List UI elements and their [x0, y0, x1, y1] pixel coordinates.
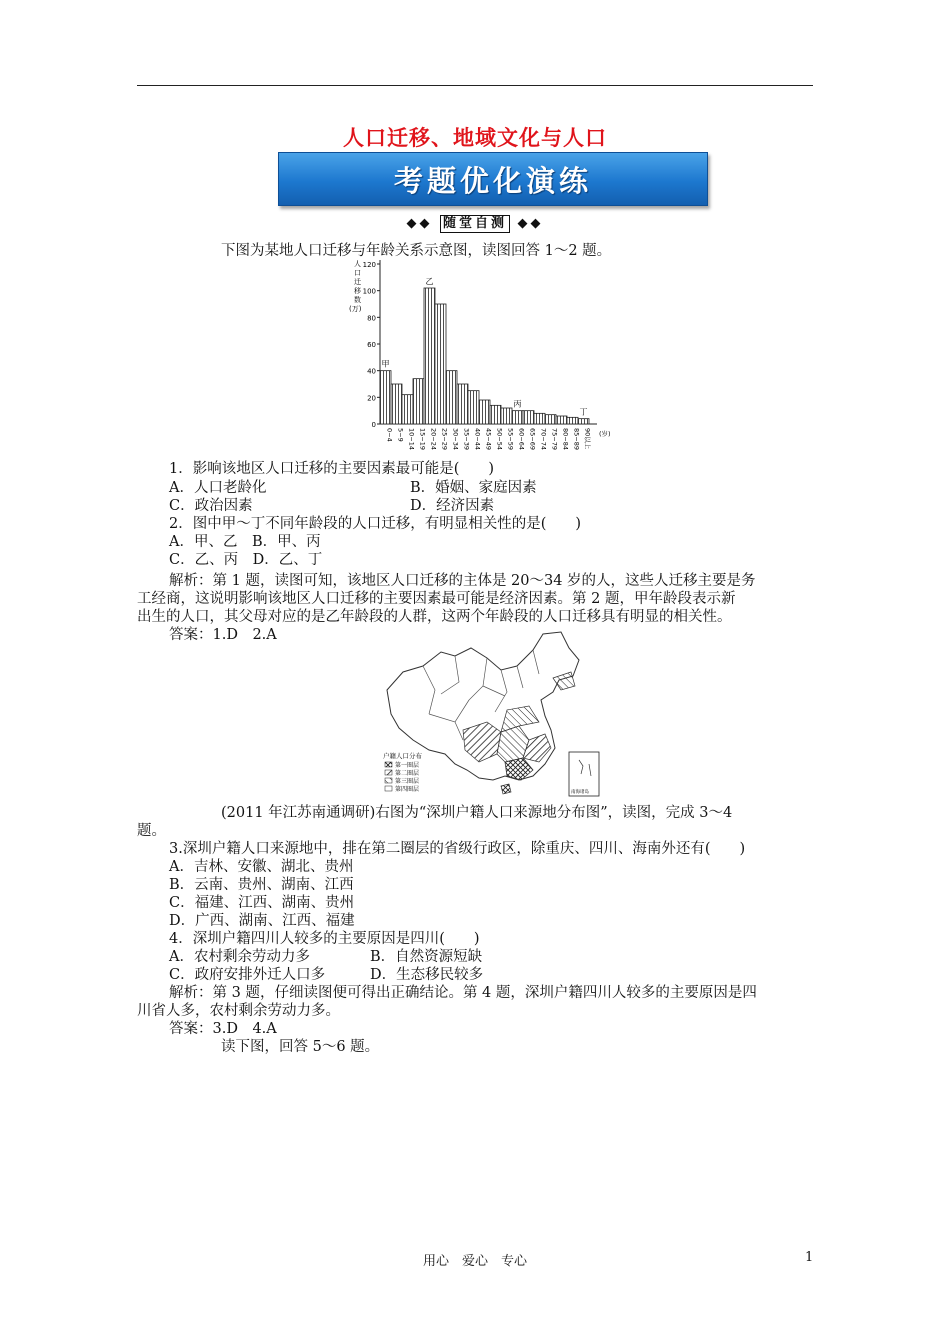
x-tick-label-75~79: 75~79: [550, 428, 559, 450]
bar-80~84: [556, 416, 567, 424]
intro-q1-2: 下图为某地人口迁移与年龄关系示意图，读图回答 1～2 题。: [221, 243, 612, 259]
q1-option-b: B．婚姻、家庭因素: [410, 480, 537, 496]
x-tick-label-65~69: 65~69: [528, 428, 537, 450]
bar-50~54: [490, 405, 501, 424]
south-china-sea-inset: [569, 752, 599, 796]
q3-option-c: C．福建、江西、湖南、贵州: [169, 895, 355, 911]
q4-option-c: C．政府安排外迁人口多: [169, 967, 326, 983]
legend-title: 户籍人口分布: [383, 752, 422, 760]
x-tick-label-10~14: 10~14: [407, 428, 416, 450]
bar-55~59: [501, 408, 512, 424]
question-2: 2．图中甲～丁不同年龄段的人口迁移，有明显相关性的是( ): [169, 516, 582, 532]
q2-options-cd: C．乙、丙 D．乙、丁: [169, 552, 323, 568]
q1-option-d: D．经济因素: [410, 498, 495, 514]
section-banner: [278, 152, 708, 206]
bar-70~74: [534, 413, 545, 424]
x-tick-label-0~4: 0~4: [385, 428, 394, 442]
y-tick-label-20: 20: [367, 394, 376, 403]
section-suffix: ◆◆: [517, 216, 544, 231]
x-tick-label-20~24: 20~24: [429, 428, 438, 450]
analysis-1-line-1: 解析：第 1 题，读图可知，该地区人口迁移的主体是 20～34 岁的人，这些人迁移主要是务: [169, 573, 756, 589]
x-tick-label-50~54: 50~54: [495, 428, 504, 450]
bar-10~14: [402, 395, 413, 424]
bar-25~29: [435, 304, 446, 424]
q4-option-d: D．生态移民较多: [370, 967, 484, 983]
x-tick-label-25~29: 25~29: [440, 428, 449, 450]
migration-age-chart: [340, 256, 640, 461]
hainan-island: [501, 784, 511, 794]
y-tick-label-0: 0: [371, 421, 376, 429]
bar-30~34: [446, 371, 457, 424]
x-tick-label-85~89: 85~89: [572, 428, 581, 450]
q1-option-c: C．政治因素: [169, 498, 253, 514]
q4-option-b: B．自然资源短缺: [370, 949, 483, 965]
x-tick-label-80~84: 80~84: [561, 428, 570, 450]
y-tick-label-60: 60: [367, 341, 376, 349]
answer-1: 答案：1.D 2.A: [169, 627, 277, 643]
x-tick-label-45~49: 45~49: [484, 428, 493, 450]
footer-text: 用心 爱心 专心: [422, 1254, 527, 1269]
y-tick-label-120: 120: [362, 261, 376, 269]
y-tick-label-40: 40: [367, 367, 376, 376]
shenzhen-origin-map: [383, 630, 603, 800]
y-axis-label: 人口迁移数(万): [349, 260, 362, 313]
bar-90以上: [578, 419, 589, 424]
q3-option-b: B．云南、贵州、湖南、江西: [169, 877, 354, 893]
x-axis-unit: (岁): [599, 430, 611, 438]
annotation-甲: 甲: [381, 359, 390, 369]
svg-text:南海诸岛: 南海诸岛: [571, 790, 589, 795]
bar-45~49: [479, 400, 490, 424]
bar-40~44: [468, 391, 479, 424]
q3-option-d: D．广西、湖南、江西、福建: [169, 913, 355, 929]
bar-35~39: [457, 384, 468, 424]
question-1: 1．影响该地区人口迁移的主要因素最可能是( ): [169, 461, 495, 477]
svg-text:第四圈层: 第四圈层: [395, 786, 420, 793]
banner-label: 考题优化演练: [393, 163, 592, 198]
bar-60~64: [512, 411, 523, 424]
section-prefix: ◆◆: [406, 216, 433, 231]
annotation-乙: 乙: [425, 277, 434, 286]
x-tick-label-35~39: 35~39: [462, 428, 471, 450]
intro-q3-4-line-2: 题。: [137, 823, 166, 839]
svg-text:第三圈层: 第三圈层: [395, 778, 420, 785]
bar-15~19: [413, 379, 424, 424]
answer-2: 答案：3.D 4.A: [169, 1021, 277, 1037]
x-tick-label-5~9: 5~9: [396, 428, 405, 442]
bar-75~79: [545, 415, 556, 424]
bar-5~9: [391, 384, 402, 424]
bar-65~69: [523, 411, 534, 424]
x-tick-label-15~19: 15~19: [418, 428, 427, 450]
page-number: 1: [805, 1250, 814, 1265]
x-tick-label-90以上: 90以上: [583, 428, 592, 450]
x-tick-label-55~59: 55~59: [506, 428, 515, 450]
analysis-1-line-2: 工经商，这说明影响该地区人口迁移的主要因素最可能是经济因素。第 2 题，甲年龄段表示新: [137, 591, 736, 607]
svg-text:第一圈层: 第一圈层: [395, 762, 420, 769]
svg-text:第二圈层: 第二圈层: [395, 770, 420, 777]
map-legend: [383, 751, 423, 793]
x-tick-label-70~74: 70~74: [539, 428, 548, 450]
section-heading: [0, 215, 950, 233]
header-rule: [137, 85, 813, 86]
y-tick-label-80: 80: [367, 314, 376, 323]
analysis-2-line-1: 解析：第 3 题，仔细读图便可得出正确结论。第 4 题，深圳户籍四川人较多的主要原因是四: [169, 985, 757, 1001]
bar-85~89: [567, 417, 578, 424]
analysis-1-line-3: 出生的人口，其父母对应的是乙年龄段的人群，这两个年龄段的人口迁移具有明显的相关性。: [137, 609, 732, 625]
annotation-丙: 丙: [513, 399, 522, 409]
intro-q5-6: 读下图，回答 5～6 题。: [221, 1039, 380, 1055]
bar-0~4: [380, 371, 391, 424]
question-4: 4．深圳户籍四川人较多的主要原因是四川( ): [169, 931, 480, 947]
x-tick-label-30~34: 30~34: [451, 428, 460, 450]
section-label: 随堂自测: [440, 215, 510, 233]
bar-20~24: [424, 288, 435, 424]
q1-option-a: A．人口老龄化: [169, 480, 267, 496]
x-tick-label-40~44: 40~44: [473, 428, 482, 450]
q4-option-a: A．农村剩余劳动力多: [169, 949, 310, 965]
analysis-2-line-2: 川省人多，农村剩余劳动力多。: [137, 1003, 340, 1019]
q2-options-ab: A．甲、乙 B．甲、丙: [169, 534, 321, 550]
y-tick-label-100: 100: [362, 287, 376, 296]
page-title: 人口迁移、地域文化与人口: [343, 126, 607, 150]
intro-q3-4-line-1: (2011 年江苏南通调研)右图为“深圳户籍人口来源地分布图”，读图，完成 3～4: [221, 805, 733, 821]
question-3: 3.深圳户籍人口来源地中，排在第二圈层的省级行政区，除重庆、四川、海南外还有( ): [169, 841, 746, 857]
q3-option-a: A．吉林、安徽、湖北、贵州: [169, 859, 354, 875]
x-tick-label-60~64: 60~64: [517, 428, 526, 450]
annotation-丁: 丁: [579, 407, 588, 417]
